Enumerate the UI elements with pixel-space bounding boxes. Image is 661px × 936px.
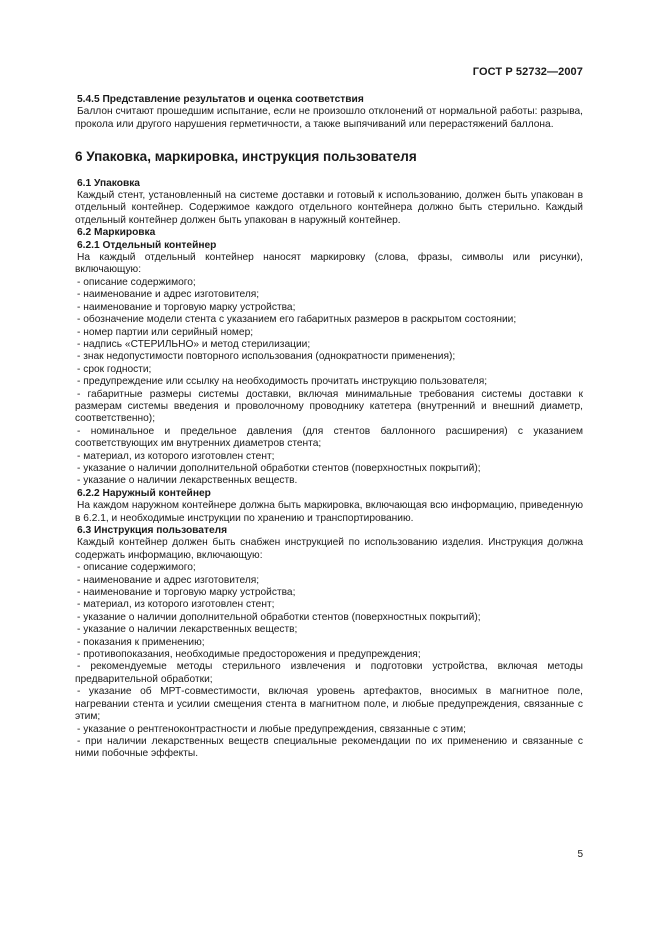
list-item: - указание о наличии дополнительной обработки стентов (поверхностных покрытий); — [77, 462, 481, 474]
list-item: - указание о рентгеноконтрастности и любые предупреждения, связанные с этим; — [77, 723, 466, 735]
list-item: - указание о наличии лекарственных веществ. — [77, 475, 298, 487]
list-item: - наименование и торговую марку устройства; — [77, 301, 296, 313]
list-item: - описание содержимого; — [77, 562, 196, 574]
list-item: - срок годности; — [77, 363, 152, 375]
standard-header: ГОСТ Р 52732—2007 — [472, 66, 583, 78]
paragraph-6-2-2: На каждом наружном контейнере должна быть маркировка, включающая всю информацию, приведенную в 6.2.1, и необходимые инструкции по хранению и транспортированию. — [75, 500, 583, 524]
list-item: - описание содержимого; — [77, 276, 196, 288]
list-item: - материал, из которого изготовлен стент; — [77, 599, 275, 611]
list-6-3 — [75, 562, 583, 761]
page-content — [75, 94, 583, 761]
list-item: - предупреждение или ссылку на необходимость прочитать инструкцию пользователя; — [77, 376, 488, 388]
heading-6-2-2: 6.2.2 Наружный контейнер — [77, 487, 211, 499]
list-6-2-1 — [75, 277, 583, 488]
list-item: - габаритные размеры системы доставки, включая минимальные требования системы доставки к размерам системы введения и проволочному проводнику катетера (внутренний и внешний диаметр, соответственно); — [75, 388, 583, 425]
list-item: - наименование и торговую марку устройства; — [77, 587, 296, 599]
heading-6-2-1: 6.2.1 Отдельный контейнер — [77, 239, 217, 251]
list-item: - знак недопустимости повторного использования (однократности применения); — [77, 351, 456, 363]
list-item: - номер партии или серийный номер; — [77, 326, 254, 338]
list-item: - номинальное и предельное давления (для стентов баллонного расширения) с указанием соответствующих им внутренних диаметров стента; — [75, 425, 583, 450]
page-number: 5 — [577, 849, 583, 860]
heading-6-1: 6.1 Упаковка — [77, 177, 140, 189]
heading-5-4-5: 5.4.5 Представление результатов и оценка соответствия — [77, 94, 364, 105]
list-item: - материал, из которого изготовлен стент; — [77, 450, 275, 462]
list-item: - противопоказания, необходимые предосторожения и предупреждения; — [77, 649, 421, 661]
list-item: - указание о наличии дополнительной обработки стентов (поверхностных покрытий); — [77, 611, 481, 623]
list-item: - наименование и адрес изготовителя; — [77, 289, 260, 301]
paragraph-6-1: Каждый стент, установленный на системе доставки и готовый к использованию, должен быть упакован в отдельный контейнер. Содержимое каждого отдельного контейнера должно быть стерильно. Каждый отдельный контейнер должен быть упакован в наружный контейнер. — [75, 190, 583, 226]
paragraph-6-3-intro: Каждый контейнер должен быть снабжен инструкцией по использованию изделия. Инструкция должна содержать информацию, включающую: — [75, 537, 583, 561]
list-item: - надпись «СТЕРИЛЬНО» и метод стерилизации; — [77, 338, 311, 350]
list-item: - обозначение модели стента с указанием его габаритных размеров в раскрытом состоянии; — [77, 314, 517, 326]
list-item: - рекомендуемые методы стерильного извлечения и подготовки устройства, включая методы предварительной обработки; — [75, 661, 583, 685]
heading-6-3: 6.3 Инструкция пользователя — [77, 525, 228, 536]
list-item: - указание о наличии лекарственных веществ; — [77, 624, 298, 636]
section-6-heading: 6 Упаковка, маркировка, инструкция пользователя — [75, 149, 417, 165]
list-item: - при наличии лекарственных веществ специальные рекомендации по их применению и связанные с ними побочные эффекты. — [75, 735, 583, 760]
list-item: - наименование и адрес изготовителя; — [77, 574, 260, 586]
heading-6-2: 6.2 Маркировка — [77, 227, 156, 239]
paragraph-5-4-5: Баллон считают прошедшим испытание, если не произошло отклонений от нормальной работы: разрыва, прокола или другого нарушения герметичности, а также выпячиваний или перерастяжений баллона. — [75, 106, 583, 130]
list-item: - показания к применению; — [77, 636, 205, 648]
list-item: - указание об МРТ-совместимости, включая уровень артефактов, вносимых в магнитное поле, нагревании стента и усилии смещения стента в магнитном поле, и любые предупреждения, связанные с этим; — [75, 686, 583, 723]
paragraph-6-2-1-intro: На каждый отдельный контейнер наносят маркировку (слова, фразы, символы или рисунки), включающую: — [75, 252, 583, 276]
